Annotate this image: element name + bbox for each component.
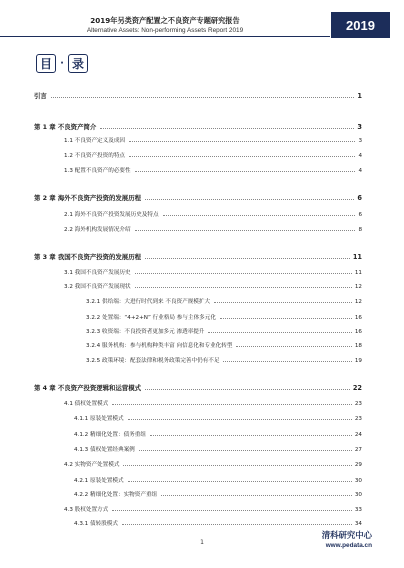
- contents-heading: [36, 54, 88, 73]
- toc-entry-page: 12: [354, 284, 362, 290]
- toc-entry-title: 第 1 章 不良资产简介: [34, 123, 97, 131]
- toc-entry[interactable]: [64, 282, 362, 290]
- toc-entry[interactable]: [64, 151, 362, 159]
- toc-entry-page: 22: [352, 384, 362, 392]
- header-rule: [0, 36, 330, 37]
- toc-entry-page: 8: [358, 227, 362, 233]
- toc-entry-page: 4: [358, 153, 362, 159]
- toc-entry-title: 3.2.5 政策环境：配套法律和税务政策完善中仍有不足: [86, 358, 220, 364]
- footer-url[interactable]: www.pedata.cn: [325, 542, 372, 549]
- toc-entry-page: 12: [354, 299, 362, 305]
- toc-entry[interactable]: [34, 383, 362, 392]
- toc-leader-dots: [135, 273, 352, 274]
- toc-entry[interactable]: [86, 297, 362, 305]
- toc-entry-page: 4: [358, 168, 362, 174]
- toc-entry[interactable]: [86, 341, 362, 349]
- toc-entry[interactable]: [74, 519, 362, 527]
- toc-entry-title: 3.2.2 处置端：“4+2+N” 行业格局 参与主体多元化: [86, 315, 216, 321]
- toc-entry-page: 27: [354, 447, 362, 453]
- page-number: 1: [200, 539, 204, 546]
- toc-entry-title: 4.1.3 债权处置经典案例: [74, 447, 135, 453]
- toc-entry-title: 2.1 海外不良资产投资发展历史及特点: [64, 212, 159, 218]
- toc-entry-page: 11: [354, 270, 362, 276]
- toc-entry-title: 引言: [34, 92, 47, 100]
- toc-entry-page: 23: [354, 416, 362, 422]
- toc-entry[interactable]: [34, 122, 362, 131]
- toc-entry-title: 3.2.3 收资端：不良投资者更加多元 渗透率提升: [86, 329, 205, 335]
- toc-entry-page: 30: [354, 478, 362, 484]
- toc-entry[interactable]: [64, 210, 362, 218]
- toc-leader-dots: [135, 230, 356, 231]
- toc-leader-dots: [220, 318, 352, 319]
- toc-leader-dots: [128, 419, 352, 420]
- toc-leader-dots: [236, 346, 351, 347]
- contents-heading-separator: ·: [60, 58, 64, 69]
- toc-entry-title: 4.3.1 债转股模式: [74, 521, 118, 527]
- toc-entry-title: 4.2.1 原装处置模式: [74, 478, 124, 484]
- toc-leader-dots: [135, 171, 356, 172]
- toc-leader-dots: [145, 199, 354, 200]
- toc-entry-page: 6: [357, 194, 362, 202]
- toc-leader-dots: [135, 287, 352, 288]
- year-badge: 2019: [331, 12, 390, 38]
- toc-entry[interactable]: [34, 252, 362, 261]
- toc-entry[interactable]: [86, 327, 362, 335]
- toc-entry-title: 4.3 股权处置方式: [64, 507, 109, 513]
- toc-entry-title: 第 3 章 我国不良资产投资的发展历程: [34, 253, 141, 261]
- toc-leader-dots: [122, 524, 352, 525]
- toc-entry-title: 1.3 配置不良资产的必要性: [64, 168, 131, 174]
- toc-entry[interactable]: [34, 91, 362, 100]
- toc-leader-dots: [208, 332, 351, 333]
- toc-leader-dots: [223, 361, 351, 362]
- toc-leader-dots: [161, 495, 352, 496]
- toc-leader-dots: [163, 215, 356, 216]
- contents-heading-char-2: 录: [68, 54, 88, 73]
- toc-leader-dots: [145, 389, 350, 390]
- toc-leader-dots: [214, 302, 352, 303]
- toc-leader-dots: [128, 481, 352, 482]
- toc-entry-title: 3.2 我国不良资产发展现状: [64, 284, 131, 290]
- toc-leader-dots: [145, 258, 350, 259]
- toc-entry-page: 34: [354, 521, 362, 527]
- toc-leader-dots: [129, 156, 355, 157]
- toc-entry[interactable]: [64, 166, 362, 174]
- toc-entry-page: 19: [354, 358, 362, 364]
- toc-entry-page: 23: [354, 401, 362, 407]
- toc-entry[interactable]: [64, 136, 362, 144]
- toc-entry[interactable]: [64, 460, 362, 468]
- toc-leader-dots: [139, 450, 352, 451]
- toc-entry-title: 3.1 我国不良资产发展历史: [64, 270, 131, 276]
- toc-entry-page: 3: [357, 123, 362, 131]
- toc-entry[interactable]: [64, 268, 362, 276]
- toc-entry-title: 4.1.1 原装处置模式: [74, 416, 124, 422]
- toc-entry-title: 第 2 章 海外不良资产投资的发展历程: [34, 194, 141, 202]
- toc-leader-dots: [150, 435, 352, 436]
- toc-entry[interactable]: [74, 445, 362, 453]
- toc-leader-dots: [112, 510, 352, 511]
- toc-entry-title: 第 4 章 不良资产投资逻辑和运营模式: [34, 384, 141, 392]
- toc-entry[interactable]: [74, 414, 362, 422]
- report-title-cn: 2019年另类资产配置之不良资产专题研究报告: [90, 16, 240, 25]
- toc-leader-dots: [123, 465, 351, 466]
- report-title-en: Alternative Assets: Non-performing Assets Report 2019: [86, 27, 244, 34]
- toc-entry[interactable]: [64, 399, 362, 407]
- toc-entry-title: 2.2 海外机构发展情况介绍: [64, 227, 131, 233]
- toc-entry-page: 29: [354, 462, 362, 468]
- toc-entry[interactable]: [64, 225, 362, 233]
- toc-leader-dots: [100, 128, 354, 129]
- toc-leader-dots: [129, 141, 355, 142]
- toc-entry-page: 30: [354, 492, 362, 498]
- footer-org-name: 清科研究中心: [321, 530, 372, 540]
- toc-entry-page: 16: [354, 329, 362, 335]
- toc-entry[interactable]: [64, 505, 362, 513]
- toc-leader-dots: [51, 97, 355, 98]
- toc-entry-page: 33: [354, 507, 362, 513]
- toc-entry-page: 1: [357, 92, 362, 100]
- toc-entry[interactable]: [74, 490, 362, 498]
- toc-entry[interactable]: [74, 430, 362, 438]
- contents-heading-char-1: 目: [36, 54, 56, 73]
- toc-entry[interactable]: [34, 193, 362, 202]
- toc-entry-title: 4.2 实物资产处置模式: [64, 462, 120, 468]
- toc-entry-page: 24: [354, 432, 362, 438]
- toc-entry-title: 4.2.2 精细化处置：实物资产重组: [74, 492, 158, 498]
- toc-entry-title: 1.2 不良资产投资的特点: [64, 153, 126, 159]
- toc-entry-title: 3.2.4 服务机构：参与机构种类丰富 向信息化和专业化转型: [86, 343, 233, 349]
- toc-entry-title: 3.2.1 供给端：大进行时代到来 不良资产规模扩大: [86, 299, 211, 305]
- toc-entry-page: 16: [354, 315, 362, 321]
- toc-leader-dots: [112, 404, 352, 405]
- toc-entry[interactable]: [86, 313, 362, 321]
- toc-entry-page: 3: [358, 138, 362, 144]
- toc-entry-page: 6: [358, 212, 362, 218]
- toc-entry[interactable]: [74, 476, 362, 484]
- toc-entry-title: 4.1 债权处置模式: [64, 401, 109, 407]
- toc-entry-page: 18: [354, 343, 362, 349]
- toc-entry-title: 1.1 不良资产定义及成因: [64, 138, 126, 144]
- toc-entry-page: 11: [352, 253, 362, 261]
- toc-entry[interactable]: [86, 356, 362, 364]
- toc-entry-title: 4.1.2 精细化处置：债务重组: [74, 432, 146, 438]
